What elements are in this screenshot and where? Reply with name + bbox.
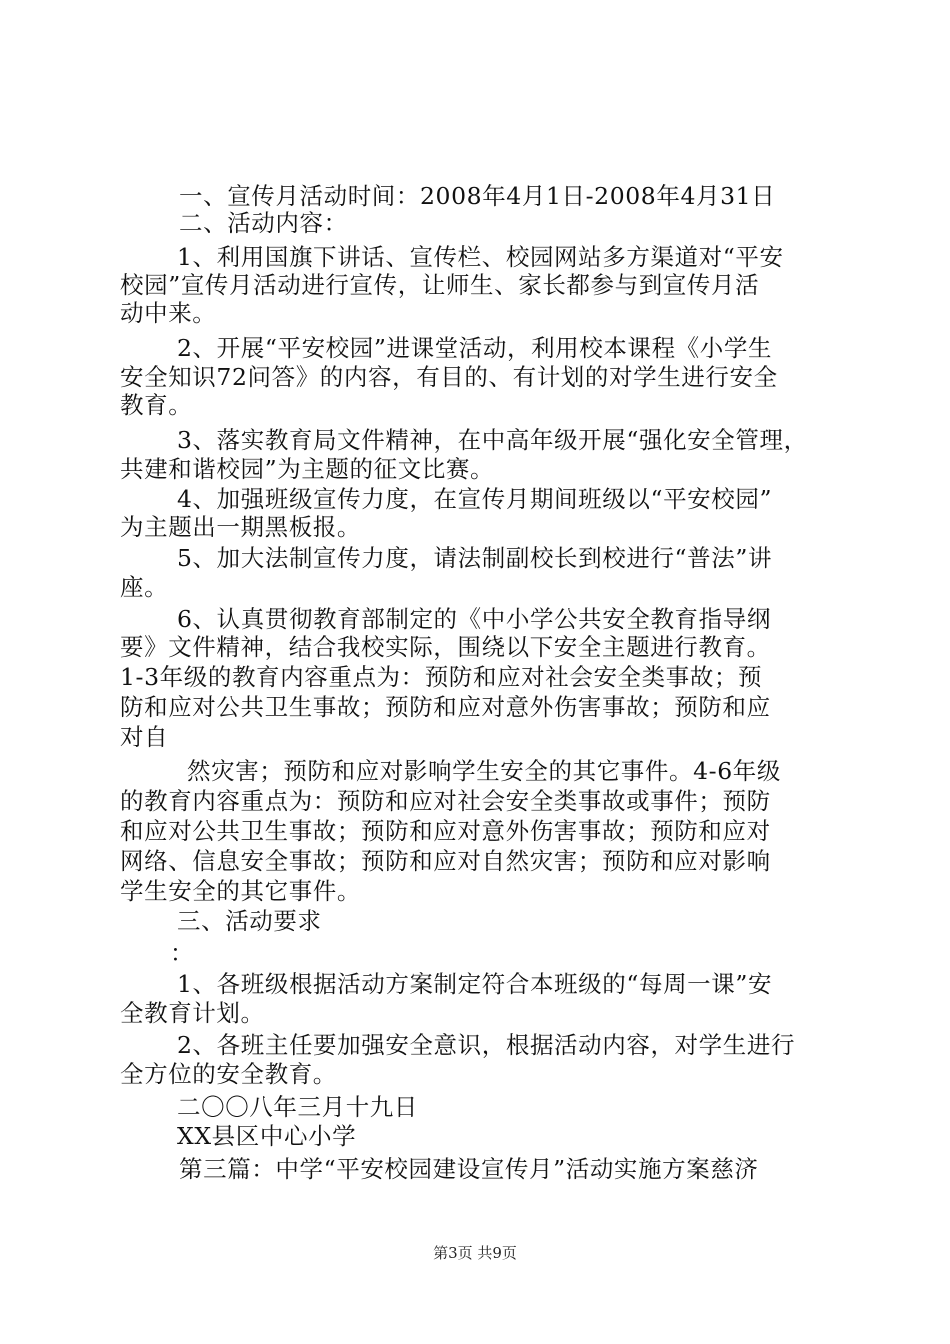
text-line: 1、各班级根据活动方案制定符合本班级的“每周一课”安 [177,970,773,998]
text-line: 5、加大法制宣传力度，请法制副校长到校进行“普法”讲 [177,544,773,572]
text-line: 动中来。 [120,299,217,327]
text-line: 1-3年级的教育内容重点为：预防和应对社会安全类事故；预 [120,663,763,691]
text-line: 三、活动要求 [177,907,322,935]
text-line: 1、利用国旗下讲话、宣传栏、校园网站多方渠道对“平安 [177,243,784,271]
text-line: 2、各班主任要加强安全意识，根据活动内容，对学生进行 [177,1031,796,1059]
text-line: 教育。 [120,391,193,419]
text-line: 一、宣传月活动时间：2008年4月1日-2008年4月31日 [179,182,776,210]
text-line: 二、活动内容： [179,209,348,237]
text-line: ： [170,939,195,967]
text-line: 全方位的安全教育。 [120,1060,337,1088]
text-line: 要》文件精神，结合我校实际，围绕以下安全主题进行教育。 [120,633,771,661]
text-line: 网络、信息安全事故；预防和应对自然灾害；预防和应对影响 [120,847,771,875]
text-line: 防和应对公共卫生事故；预防和应对意外伤害事故；预防和应 [120,693,771,721]
text-line: 3、落实教育局文件精神，在中高年级开展“强化安全管理， [177,426,808,454]
text-line: XX县区中心小学 [177,1122,357,1150]
text-line: 校园”宣传月活动进行宣传，让师生、家长都参与到宣传月活 [120,271,760,299]
text-line: 为主题出一期黑板报。 [120,513,361,541]
text-line: 第三篇：中学“平安校园建设宣传月”活动实施方案慈济 [179,1155,759,1183]
text-line: 4、加强班级宣传力度，在宣传月期间班级以“平安校园” [177,485,773,513]
text-line: 6、认真贯彻教育部制定的《中小学公共安全教育指导纲 [177,605,771,633]
text-line: 和应对公共卫生事故；预防和应对意外伤害事故；预防和应对 [120,817,771,845]
text-line: 的教育内容重点为：预防和应对社会安全类事故或事件；预防 [120,787,771,815]
text-line: 共建和谐校园”为主题的征文比赛。 [120,455,495,483]
text-line: 2、开展“平安校园”进课堂活动，利用校本课程《小学生 [177,334,773,362]
text-line: 安全知识72问答》的内容，有目的、有计划的对学生进行安全 [120,363,778,391]
text-line: 学生安全的其它事件。 [120,877,361,905]
text-line: 二〇〇八年三月十九日 [177,1093,418,1121]
text-line: 全教育计划。 [120,999,265,1027]
page-number: 第3页 共9页 [433,1244,517,1262]
text-line: 座。 [120,573,169,601]
text-line: 然灾害；预防和应对影响学生安全的其它事件。4-6年级 [187,757,781,785]
text-line: 对自 [120,723,169,751]
